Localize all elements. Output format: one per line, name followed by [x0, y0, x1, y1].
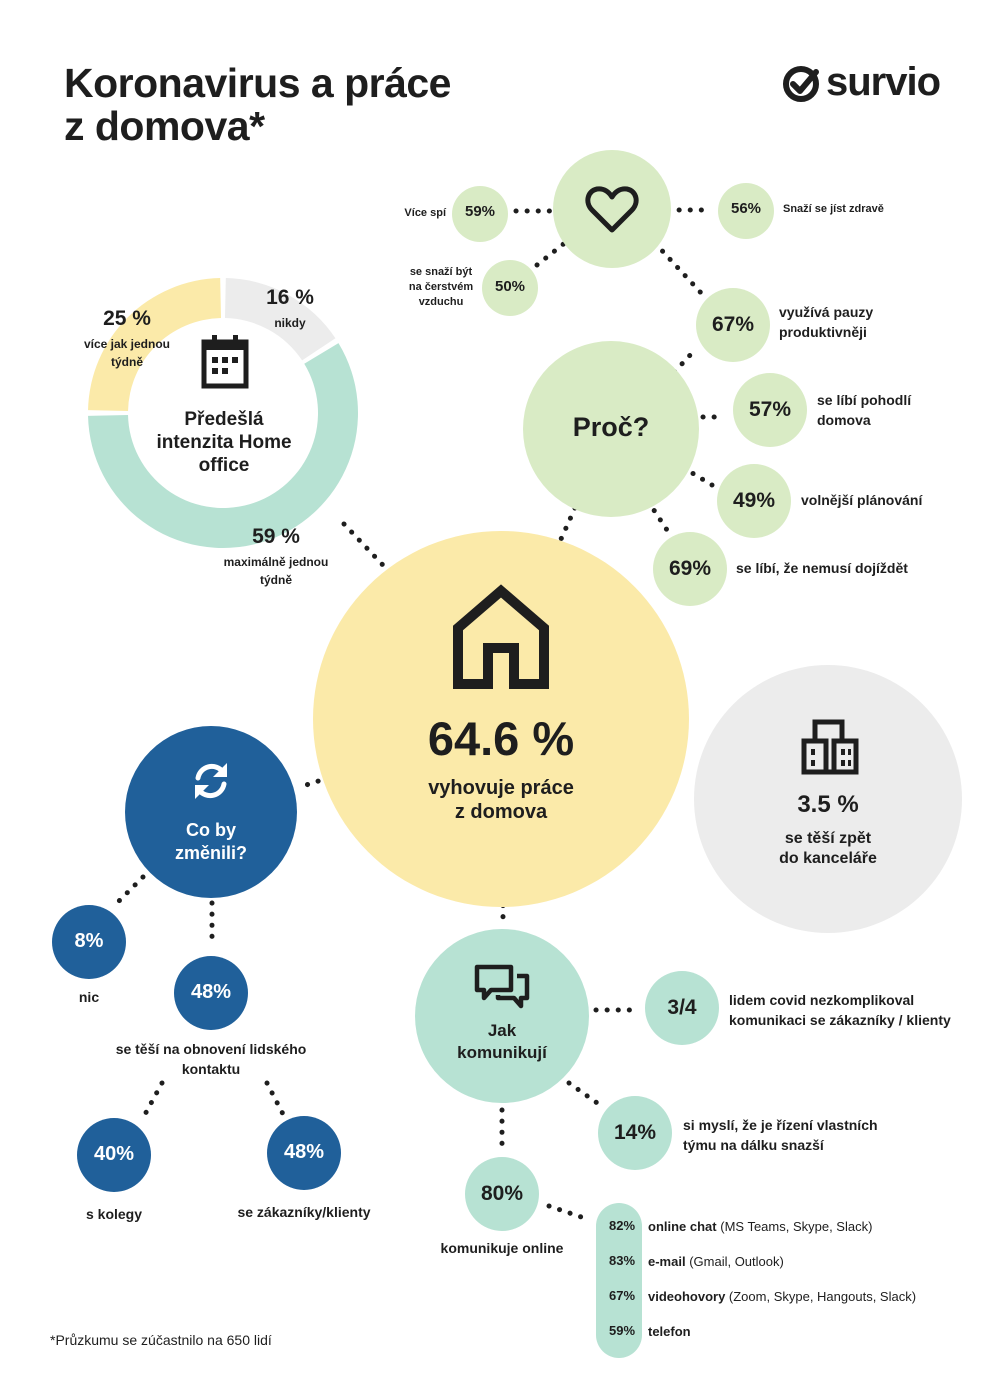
change-circle: [125, 726, 297, 898]
why-item-label: se líbí, že nemusí dojíždět: [736, 560, 908, 576]
communicate-title: [415, 1020, 589, 1064]
contact-label-line: se těší na obnovení lidského: [115, 1041, 307, 1057]
nothing-label: nic: [78, 989, 100, 1005]
heart-icon: [584, 184, 640, 236]
office-building-icon: [801, 719, 859, 775]
channel-detail: (MS Teams, Skype, Slack): [716, 1219, 873, 1234]
channel-name: videohovory: [648, 1289, 726, 1304]
title-line-1: Koronavirus a práce: [64, 60, 451, 106]
chat-bubbles-icon: [474, 964, 530, 1010]
connector: [549, 1206, 590, 1220]
house-icon: [452, 584, 550, 690]
center-value: 64.6 %: [427, 712, 575, 765]
segment-label: týdně: [110, 355, 143, 369]
office-value: 3.5 %: [797, 791, 859, 818]
checkmark-logo-icon: [782, 64, 822, 104]
contact-label: [96, 1039, 326, 1079]
change-title-line: Co by: [185, 820, 236, 840]
page-title: [64, 62, 451, 148]
channel-pct: 67%: [608, 1288, 636, 1303]
communicate-title-line: Jak: [487, 1021, 517, 1040]
donut-center-label: [140, 408, 308, 477]
change-title: [125, 819, 297, 865]
donut-label-line: Předešlá: [184, 409, 264, 430]
channel-pct: 82%: [608, 1218, 636, 1233]
office-label-line: do kanceláře: [779, 850, 877, 867]
channel-label: [648, 1289, 916, 1304]
segment-pct: 16 %: [266, 286, 314, 309]
communicate-title-line: komunikují: [457, 1043, 547, 1062]
why-item-pct: 69%: [668, 557, 712, 580]
refresh-icon: [190, 760, 232, 802]
why-item-pct: 67%: [711, 313, 755, 336]
title-line-2: z domova*: [64, 103, 265, 149]
donut-label-25: [62, 306, 192, 371]
nothing-pct: 8%: [74, 930, 104, 952]
connector: [569, 1083, 600, 1105]
remote-label-line: týmu na dálku snazší: [683, 1137, 824, 1153]
footnote: *Průzkumu se zúčastnilo na 650 lidí: [50, 1332, 272, 1348]
segment-label: nikdy: [274, 316, 306, 330]
channel-label: [648, 1219, 872, 1234]
covid-label-line: lidem covid nezkomplikoval: [729, 992, 915, 1008]
why-title: Proč?: [572, 412, 650, 442]
channel-label: [648, 1324, 691, 1339]
contact-label-line: kontaktu: [181, 1061, 241, 1077]
brand-logo: [782, 58, 947, 108]
connector: [115, 877, 143, 905]
air-label-line: vzduchu: [418, 296, 464, 308]
segment-label: více jak jednou: [83, 337, 171, 351]
connector: [267, 1083, 285, 1118]
segment-pct: 25 %: [103, 307, 151, 330]
colleagues-label: s kolegy: [85, 1206, 143, 1222]
why-item-label: volnější plánování: [801, 492, 923, 508]
channel-detail: (Gmail, Outlook): [685, 1254, 784, 1269]
air-label-line: na čerstvém: [408, 281, 474, 293]
segment-pct: 59 %: [252, 525, 300, 548]
donut-label-line: intenzita Home: [156, 432, 292, 453]
covid-label-line: komunikaci se zákazníky / klienty: [729, 1012, 951, 1028]
why-item-pct: 49%: [732, 489, 776, 512]
donut-label-59: [206, 524, 346, 589]
brand-name: survio: [826, 60, 941, 104]
customers-pct: 48%: [283, 1141, 325, 1163]
channel-label: [648, 1254, 784, 1269]
remote-label-line: si myslí, že je řízení vlastních: [683, 1117, 878, 1133]
why-label-line: se líbí pohodlí: [817, 392, 912, 408]
channel-name: online chat: [648, 1219, 717, 1234]
connector: [655, 243, 703, 295]
channel-name: e-mail: [648, 1254, 686, 1269]
colleagues-pct: 40%: [93, 1143, 135, 1165]
calendar-icon: [201, 333, 249, 389]
change-title-line: změnili?: [174, 843, 247, 863]
eat-label: Snaží se jíst zdravě: [783, 203, 884, 215]
office-label: [694, 829, 962, 869]
center-label-line: z domova: [454, 801, 548, 823]
air-pct: 50%: [494, 278, 526, 295]
center-label: [313, 776, 689, 824]
donut-label-line: office: [198, 455, 250, 476]
remote-label: [683, 1115, 878, 1155]
office-label-line: se těší zpět: [784, 830, 872, 847]
why-item-label: [779, 302, 873, 342]
why-item-label: [817, 390, 911, 430]
remote-pct: 14%: [613, 1121, 657, 1144]
communicate-circle: [415, 929, 589, 1103]
channel-pct: 59%: [608, 1323, 636, 1338]
online-pct: 80%: [480, 1182, 524, 1205]
why-label-line: využívá pauzy: [779, 304, 874, 320]
online-label: komunikuje online: [440, 1240, 564, 1256]
contact-pct: 48%: [190, 981, 232, 1003]
segment-label: maximálně jednou: [223, 555, 329, 569]
why-item-pct: 57%: [748, 398, 792, 421]
segment-label: týdně: [259, 573, 292, 587]
connector: [537, 242, 566, 265]
center-label-line: vyhovuje práce: [428, 777, 574, 799]
covid-label: [729, 990, 951, 1030]
air-label: [402, 265, 480, 310]
channel-pct: 83%: [608, 1253, 636, 1268]
customers-label: se zákazníky/klienty: [237, 1204, 371, 1220]
channel-name: telefon: [648, 1324, 691, 1339]
air-label-line: se snaží být: [409, 266, 473, 278]
channel-detail: (Zoom, Skype, Hangouts, Slack): [725, 1289, 917, 1304]
eat-pct: 56%: [730, 200, 762, 217]
sleep-label: Více spí: [404, 207, 446, 219]
connector: [143, 1083, 162, 1118]
donut-label-16: [240, 285, 340, 332]
covid-pct: 3/4: [667, 996, 697, 1019]
why-label-line: domova: [817, 412, 871, 428]
why-label-line: produktivněji: [779, 324, 867, 340]
sleep-pct: 59%: [464, 203, 496, 220]
